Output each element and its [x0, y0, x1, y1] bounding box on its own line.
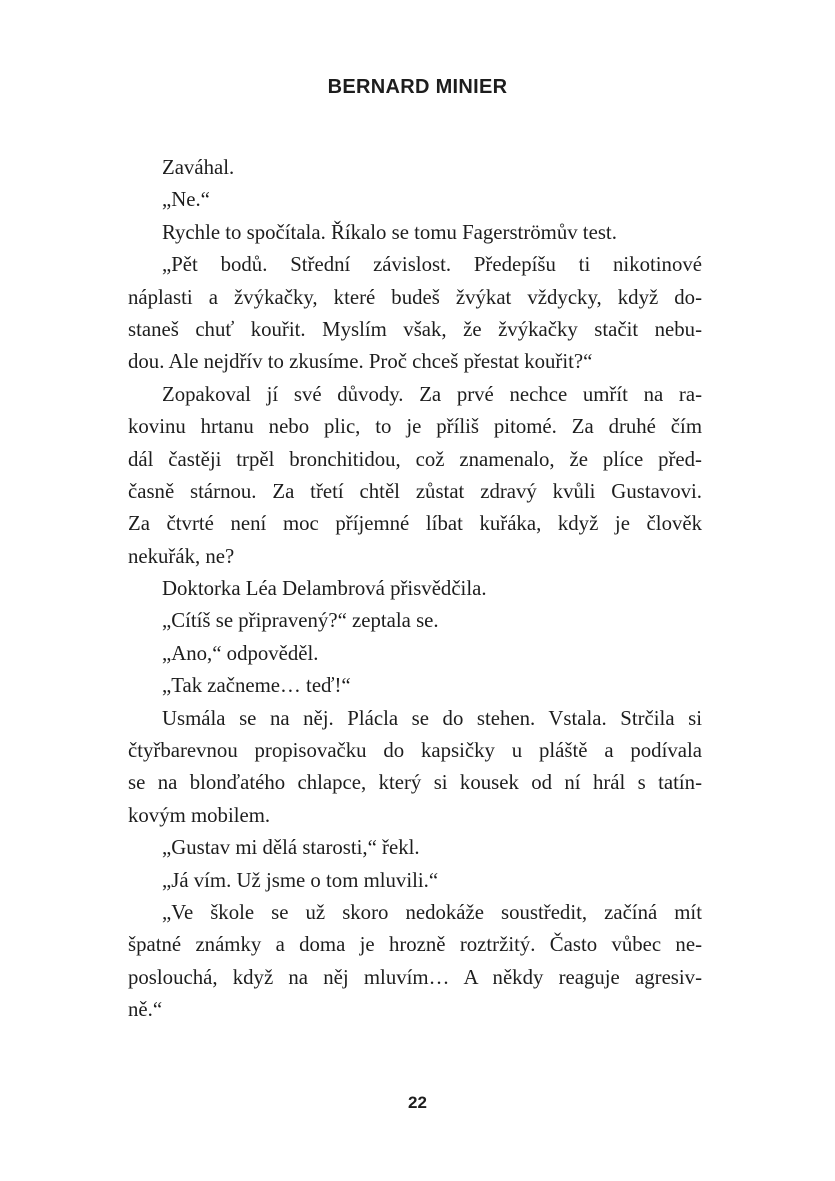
text-line: dou. Ale nejdřív to zkusíme. Proč chceš přestat kouřit?“: [128, 350, 593, 374]
text-line: Doktorka Léa Delambrová přisvědčila.: [162, 577, 487, 601]
text-line: „Cítíš se připravený?“ zeptala se.: [162, 609, 439, 633]
text-line: „Ve škole se už skoro nedokáže soustředit, začíná mít: [162, 900, 702, 924]
text-line: „Ne.“: [162, 188, 210, 212]
text-line: špatné známky a doma je hrozně roztržitý. Často vůbec ne-: [128, 933, 702, 957]
text-line: Rychle to spočítala. Říkalo se tomu Fagerströmův test.: [162, 220, 617, 244]
text-line: „Pět bodů. Střední závislost. Předepíšu ti nikotinové: [162, 253, 702, 277]
text-line: ně.“: [128, 998, 163, 1022]
text-line: Usmála se na něj. Plácla se do stehen. Vstala. Strčila si: [162, 706, 702, 730]
text-line: Zaváhal.: [162, 156, 235, 179]
text-line: náplasti a žvýkačky, které budeš žvýkat vždycky, když do-: [128, 285, 702, 309]
text-line: Za čtvrté není moc příjemné líbat kuřáka, když je člověk: [128, 512, 702, 536]
text-line: staneš chuť kouřit. Myslím však, že žvýkačky stačit nebu-: [128, 317, 702, 341]
text-line: nekuřák, ne?: [128, 544, 235, 568]
text-line: poslouchá, když na něj mluvím… A někdy reaguje agresiv-: [128, 965, 702, 989]
text-line: kovinu hrtanu nebo plic, to je příliš pitomé. Za druhé čím: [128, 415, 702, 439]
text-line: se na blonďatého chlapce, který si kousek od ní hrál s tatín-: [128, 771, 702, 795]
page-number: 22: [408, 1093, 427, 1112]
text-line: dál častěji trpěl bronchitidou, což znamenalo, že plíce před-: [128, 447, 702, 471]
running-header: BERNARD MINIER: [327, 76, 508, 98]
text-line: časně stárnou. Za třetí chtěl zůstat zdravý kvůli Gustavovi.: [128, 479, 702, 503]
text-line: „Tak začneme… teď!“: [162, 674, 351, 698]
text-line: kovým mobilem.: [128, 803, 271, 827]
text-line: „Já vím. Už jsme o tom mluvili.“: [162, 868, 439, 892]
text-line: čtyřbarevnou propisovačku do kapsičky u pláště a podívala: [128, 739, 702, 763]
body-text: [128, 152, 702, 1027]
text-line: „Ano,“ odpověděl.: [162, 641, 319, 665]
text-line: Zopakoval jí své důvody. Za prvé nechce umřít na ra-: [162, 382, 702, 406]
text-line: „Gustav mi dělá starosti,“ řekl.: [162, 836, 420, 860]
